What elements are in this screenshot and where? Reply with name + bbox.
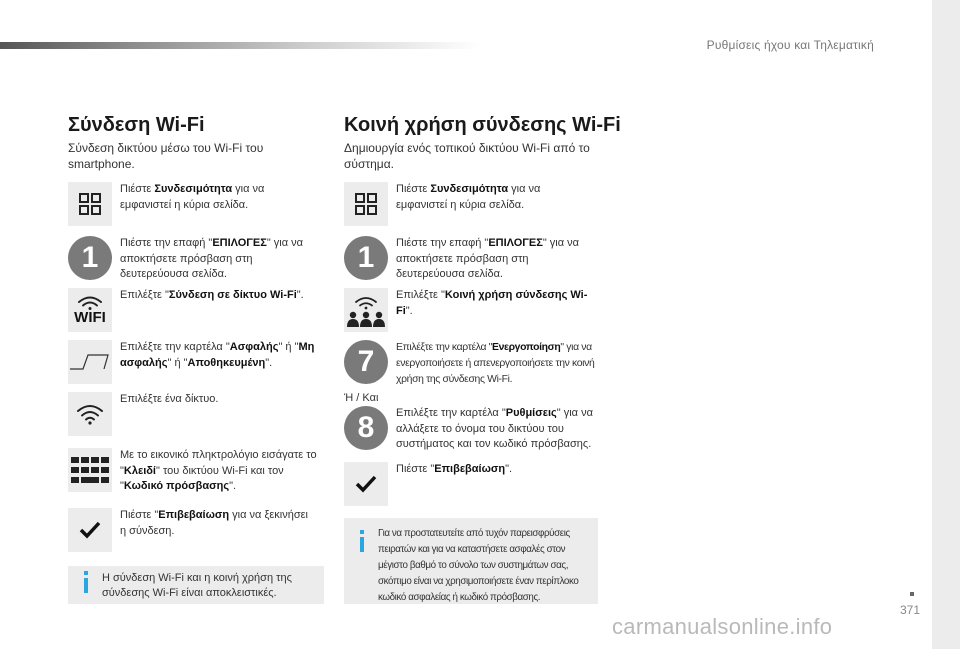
page-marker: [910, 592, 914, 596]
left-step-6-text: Με το εικονικό πληκτρολόγιο εισάγατε το "Κλειδί" του δικτύου Wi-Fi και τον "Κωδικό πρόσβασης".: [120, 449, 317, 492]
wifi-icon-label: WIFI: [74, 308, 106, 326]
watermark: carmanualsonline.info: [612, 614, 833, 639]
left-step-7: [68, 508, 328, 552]
right-step-6: [344, 462, 604, 506]
step-number-7: 7: [344, 340, 388, 384]
right-step-1: [344, 182, 604, 226]
left-section-intro: Σύνδεση δικτύου μέσω του Wi-Fi του smartphone.: [68, 141, 264, 171]
right-step-2: [344, 236, 604, 283]
right-step-2-text: Πιέστε την επαφή "ΕΠΙΛΟΓΕΣ" για να αποκτήσετε πρόσβαση στη δευτερεύουσα σελίδα.: [396, 237, 579, 280]
right-info-box: [344, 518, 598, 604]
right-section-title: Κοινή χρήση σύνδεσης Wi-Fi: [344, 114, 621, 136]
left-step-3-text: Επιλέξτε "Σύνδεση σε δίκτυο Wi-Fi".: [120, 289, 304, 301]
or-label: Ή / Και: [344, 392, 379, 404]
right-step-4: [344, 340, 606, 388]
left-step-4-text: Επιλέξτε την καρτέλα "Ασφαλής" ή "Μη ασφαλής" ή "Αποθηκευμένη".: [120, 341, 315, 369]
people-share-icon: [344, 288, 388, 332]
checkmark-icon: [344, 462, 388, 506]
step-number-1: 1: [344, 236, 388, 280]
left-step-2: [68, 236, 328, 283]
left-step-4: [68, 340, 328, 384]
checkmark-icon: [68, 508, 112, 552]
left-step-6: [68, 448, 328, 495]
info-icon: [82, 571, 96, 593]
left-step-3: [68, 288, 328, 332]
left-step-2-text: Πιέστε την επαφή "ΕΠΙΛΟΓΕΣ" για να αποκτήσετε πρόσβαση στη δευτερεύουσα σελίδα.: [120, 237, 303, 280]
left-section-title: Σύνδεση Wi-Fi: [68, 114, 205, 136]
left-step-7-text: Πιέστε "Επιβεβαίωση για να ξεκινήσει η σύνδεση.: [120, 509, 308, 537]
right-step-6-text: Πιέστε "Επιβεβαίωση".: [396, 463, 513, 475]
left-step-5-text: Επιλέξτε ένα δίκτυο.: [120, 393, 219, 405]
left-info-text: Η σύνδεση Wi-Fi και η κοινή χρήση της σύνδεσης Wi-Fi είναι αποκλειστικές.: [102, 572, 292, 599]
left-info-box: [68, 566, 324, 604]
right-section-intro: Δημιουργία ενός τοπικού δικτύου Wi-Fi από το σύστημα.: [344, 141, 590, 171]
step-number-8: 8: [344, 406, 388, 450]
wifi-label-icon: [68, 288, 112, 332]
right-step-3-text: Επιλέξτε "Κοινή χρήση σύνδεσης Wi-Fi".: [396, 289, 588, 317]
left-step-1: [68, 182, 328, 226]
left-step-1-text: Πιέστε Συνδεσιμότητα για να εμφανιστεί η κύρια σελίδα.: [120, 183, 265, 211]
page-number: 371: [900, 603, 921, 617]
header-rule: [0, 42, 480, 49]
tab-icon: [68, 340, 112, 384]
page-edge-bar: [932, 0, 960, 649]
info-icon: [358, 526, 372, 552]
right-step-1-text: Πιέστε Συνδεσιμότητα για να εμφανιστεί η κύρια σελίδα.: [396, 183, 541, 211]
apps-grid-icon: [68, 182, 112, 226]
left-step-5: [68, 392, 328, 436]
right-step-4-text: Επιλέξτε την καρτέλα "Ενεργοποίηση" για να ενεργοποιήσετε ή απενεργοποιήσετε την κοινή χρήση της σύνδεσης Wi-Fi.: [396, 342, 595, 385]
right-step-5: [344, 406, 606, 453]
right-step-5-text: Επιλέξτε την καρτέλα "Ρυθμίσεις" για να αλλάξετε το όνομα του δικτύου του συστήματος και τον κωδικό πρόσβασης.: [396, 407, 593, 450]
apps-grid-icon: [344, 182, 388, 226]
step-number-1: 1: [68, 236, 112, 280]
right-info-text: Για να προστατευτείτε από τυχόν παρεισφρύσεις πειρατών και για να καταστήσετε ασφαλές στον μέγιστο βαθμό το σύνολο των συστημάτων σας, σκόπιμο είναι να χρησιμοποιήσετε έναν περίπλοκο κωδικό ασφαλείας ή κωδικό πρόσβασης.: [378, 528, 579, 603]
wifi-icon: [68, 392, 112, 436]
header-title: Ρυθμίσεις ήχου και Τηλεματική: [706, 38, 874, 52]
right-step-3: [344, 288, 604, 332]
keyboard-icon: [68, 448, 112, 492]
